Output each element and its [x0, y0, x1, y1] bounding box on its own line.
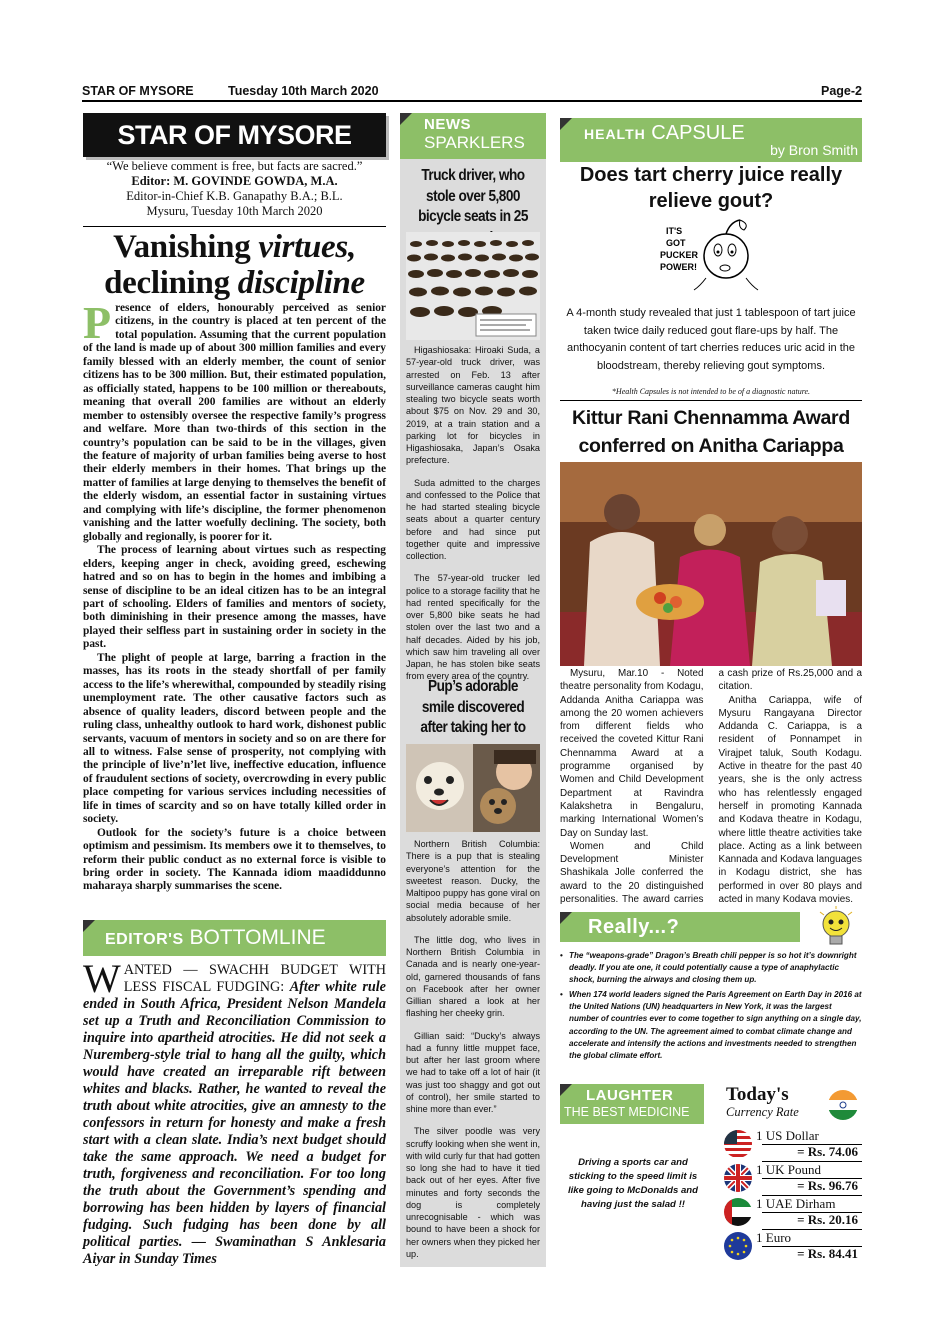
list-item: • The “weapons-grade” Dragon’s Breath chili pepper is so hot it’s downright deadly. If you ate one, it could potentially cause a type of anaphylactic shock, burning the airways and closing them up. — [560, 950, 862, 986]
corner-triangle-icon — [560, 118, 572, 130]
health-disclaimer: *Health Capsules is not intended to be of a diagnostic nature. — [611, 387, 811, 396]
award-body: Mysuru, Mar.10 - Noted theatre personality from Kodagu, Addanda Anitha Cariappa was among the 20 women achievers from different fields who received the coveted Kittur Rani Chennamma Award at a programme organised by Women and Child Development Department at Ravindra Kalakshetra in Bengaluru, marking International Women’s Day on Sunday last. Women and Child Development Minister Shashikala Jolle conferred the award to the 20 distinguished personalities. The award carries a cash prize of Rs.25,000 and a citation. Anitha Cariappa, wife of Mysuru Rangayana Director Addanda C. Cariappa, is a resident of Ponnampet in Virajpet taluk, South Kodagu. Active in theatre for the past 40 years, she is the only actress who has relentlessly engaged herself in promoting Kannada and Kodava theatre in Kodagu, where little theatre activities take place. Acting as a link between Kannada and Kodava languages in Kodagu district, she has performed in over 80 plays and acted in many Kodava movies. — [560, 668, 862, 906]
currency-row: 1 UK Pound = Rs. 96.76 — [722, 1162, 862, 1196]
sparkler-headline: Pup’s adorable smile discovered after taking her to — [420, 678, 526, 736]
editorial-paragraph: Presence of elders, honourably perceived as senior citizens, in the country is placed at ten percent of the total population. Assuming that the current population of the land is made up of about 300 million families and every family blessed with an elderly member, the count of senior citizens has to be 300 million. But, their estimated population, as officially stated, happens to be 100 million or thereabouts, meaning that overall 200 families are without an elderly member to ostensibly oversee the respective family’s progress and welfare. More than two-thirds of this section in the country’s population can be said to be in the villages, given the feature of majority of urban families being averse to host their elderly members in their homes. That brings up the matter of families at large denying to themselves the benefit of the elderly wisdom, an essential factor in sustaining virtues and complying with life’s discipline, the former phenomenon vanishing and the latter woefully declining. The society, both globally and regionally, is poorer for it. — [83, 297, 386, 543]
editorial-body — [83, 297, 386, 894]
editorial-paragraph: The plight of people at large, barring a fraction in the masses, has its roots in the steady shortfall of per family access to the life’s wherewithal, compounded by steadily rising unemployment rate. The other causative factors such as absence of quality leaders, discord between people and the ruling class, unhealthy outlook to hard work, dishonest public servants, vacuum of mentors in society and so on are there for all to witness. False sense of prosperity, not complying with the principle of live’n’let live, ineffective education, influence of fraudulent sections of society, overcrowding in every public place competing for various services including necessities of life in times of scarcity and so on have totally killed order in society. — [83, 651, 386, 826]
paper-name: STAR OF MYSORE — [82, 84, 194, 98]
laughter-banner: LAUGHTER THE BEST MEDICINE — [560, 1084, 704, 1124]
corner-triangle-icon — [83, 920, 95, 932]
currency-row: 1 Euro = Rs. 84.41 — [722, 1230, 862, 1264]
corner-triangle-icon — [560, 1084, 572, 1096]
health-title: Does tart cherry juice really relieve gout? — [579, 164, 843, 212]
svg-text:GOT: GOT — [666, 238, 686, 248]
award-ceremony-photo — [560, 462, 862, 666]
currency-title: Today's — [726, 1084, 789, 1105]
masthead-dateline: Mysuru, Tuesday 10th March 2020 — [146, 204, 323, 218]
currency-row: 1 US Dollar = Rs. 74.06 — [722, 1128, 862, 1162]
dog-photo — [406, 744, 540, 832]
issue-date: Tuesday 10th March 2020 — [228, 84, 379, 98]
sparklers-banner: NEWS SPARKLERS — [400, 113, 546, 159]
divider — [83, 226, 386, 227]
sparkler-story-body: Northern British Columbia: There is a pup that is stealing everyone’s attention for the sweetest reason. Ducky, the Maltipoo puppy has gone viral on social media because of her absolutely adorable smile. The little dog, who lives in Northern British Columbia in Canada and is nearly one-year-old, garnered thousands of fans on Facebook after her owner Gillian shared a look at her flashing her cheeky grin. Gillian said: “Ducky’s always had a funny little muppet face, but after her last groom where we had to take off a lot of hair (it was just too shaggy and got out of control), her smile started to shine more than ever.” The silver poodle was very scruffy looking when she went in, with wild curly fur that had gotten so long she had to have it tied back out of her eyes. After five minutes and forty seconds the dog is completely unrecognisable - which was bound to have been a shock for her owners when they picked her up. — [406, 839, 540, 1259]
really-facts — [560, 950, 862, 1065]
award-headline: Kittur Rani Chennamma Award conferred on Anitha Cariappa — [572, 407, 850, 457]
currency-subtitle: Currency Rate — [726, 1105, 799, 1119]
uk-flag-icon — [724, 1164, 752, 1192]
masthead-editor: Editor: M. GOVINDE GOWDA, M.A. — [131, 174, 338, 188]
svg-text:PUCKER: PUCKER — [660, 250, 699, 260]
lightbulb-icon — [816, 906, 856, 950]
health-capsule-banner: HEALTH CAPSULE by Bron Smith — [560, 118, 862, 162]
sparkler-story-body: Higashiosaka: Hiroaki Suda, a 57-year-old truck driver, was arrested on Feb. 13 after surveillance cameras caught him stealing two bicycle seats worth about $75 on Nov. 29 and 30, 2019, at a train station and a parking lot for bicycles in Higashiosaka, Japan’s Osaka prefecture. Suda admitted to the charges and confessed to the Police that he had started stealing bicycle seats about a quarter century before and had since put together quite and impressive collection. The 57-year-old trucker led police to a storage facility that he had rented specifically for the over 5,800 bike seats he had stolen over the last two and a half decades. Aided by his job, which saw him traveling all over Japan, he has stolen bike seats from every area of the country. — [406, 345, 540, 682]
divider — [560, 400, 862, 401]
sparkler-headline: Truck driver, who stole over 5,800 bicycle seats in 25 — [418, 167, 528, 225]
editorial-headline: Vanishing virtues, declining discipline — [104, 229, 365, 301]
corner-triangle-icon — [560, 912, 572, 924]
bottomline-body: WANTED — SWACHH BUDGET WITH LESS FISCAL FUDGING: After white rule ended in South Africa, President Nelson Mandela set up a Truth and Reconciliation Commission to inquire into apartheid atrocities. He did not seek a Nuremberg-style trial to hang all the guilty, which would have created an irreparable rift between whites and blacks. Rather, he wanted to reveal the truth about white atrocities, give an amnesty to the confessors in return for honesty and make a fresh start with a clean slate. India’s next budget should take the same approach. We need a budget for truth, forgiveness and reconciliation. For too long the truth about the Government’s spending and borrowing has been hidden by layers of financial fudging. Such fudging has been done by all political parties. — Swaminathan S Anklesaria Aiyar in Sunday Times — [83, 956, 386, 1267]
masthead-info — [83, 159, 386, 219]
uae-flag-icon — [724, 1198, 752, 1226]
editorial-paragraph: Outlook for the society’s future is a choice between optimism and pessimism. Its members owe it to themselves, to reform their public conduct as no external force is visible to bring order in society. The Kannada idiom maadiddunno maharaya sharply summarises the scene. — [83, 826, 386, 893]
eu-flag-icon — [724, 1232, 752, 1260]
list-item: • When 174 world leaders signed the Paris Agreement on Earth Day in 2016 at the United Nations (UN) headquarters in New York, it was the largest number of countries ever to come together to sign anything on a single day, according to the UN. The agreement aimed to combat climate change and accelerate and intensify the actions and investments needed to strengthen the global climate effort. — [560, 989, 862, 1062]
india-flag-icon — [828, 1090, 858, 1120]
masthead-title: STAR OF MYSORE — [83, 113, 386, 157]
cartoon-caption: IT'S — [666, 226, 683, 236]
corner-triangle-icon — [400, 113, 412, 125]
page-number: Page-2 — [821, 84, 862, 98]
svg-text:POWER!: POWER! — [660, 262, 697, 272]
health-body: A 4-month study revealed that just 1 tablespoon of tart juice taken twice daily reduced gout flare-ups by half. The anthocyanin content of tart cherries reduces uric acid in the bloodstream, thereby relieving gout symptoms. — [566, 307, 856, 372]
editorial-paragraph: The process of learning about virtues such as respecting elders, keeping anger in check, avoiding greed, eschewing hatred and so on has to begin in the homes and imbibing a sense of discipline to be an ideal citizen has to be an integral part of schooling. Elders of families and mentors of society, both diminishing in their presence among the masses, have played their selfless part in sustaining order in society in the past. — [83, 544, 386, 651]
cherry-cartoon — [660, 218, 770, 294]
masthead-quote: “We believe comment is free, but facts are sacred.” — [106, 159, 363, 173]
bottomline-banner: EDITOR'S BOTTOMLINE — [83, 920, 386, 956]
currency-row: 1 UAE Dirham = Rs. 20.16 — [722, 1196, 862, 1230]
joke-text: Driving a sports car and sticking to the speed limit is like going to McDonalds and having just the salad !! — [567, 1157, 699, 1210]
really-banner: Really...? — [560, 912, 800, 942]
dropcap: P — [83, 297, 112, 348]
masthead-chief: Editor-in-Chief K.B. Ganapathy B.A.; B.L. — [126, 189, 343, 203]
page-header — [82, 82, 862, 102]
us-flag-icon — [724, 1130, 752, 1158]
health-byline: by Bron Smith — [770, 142, 858, 158]
bicycle-seats-photo — [406, 232, 540, 340]
